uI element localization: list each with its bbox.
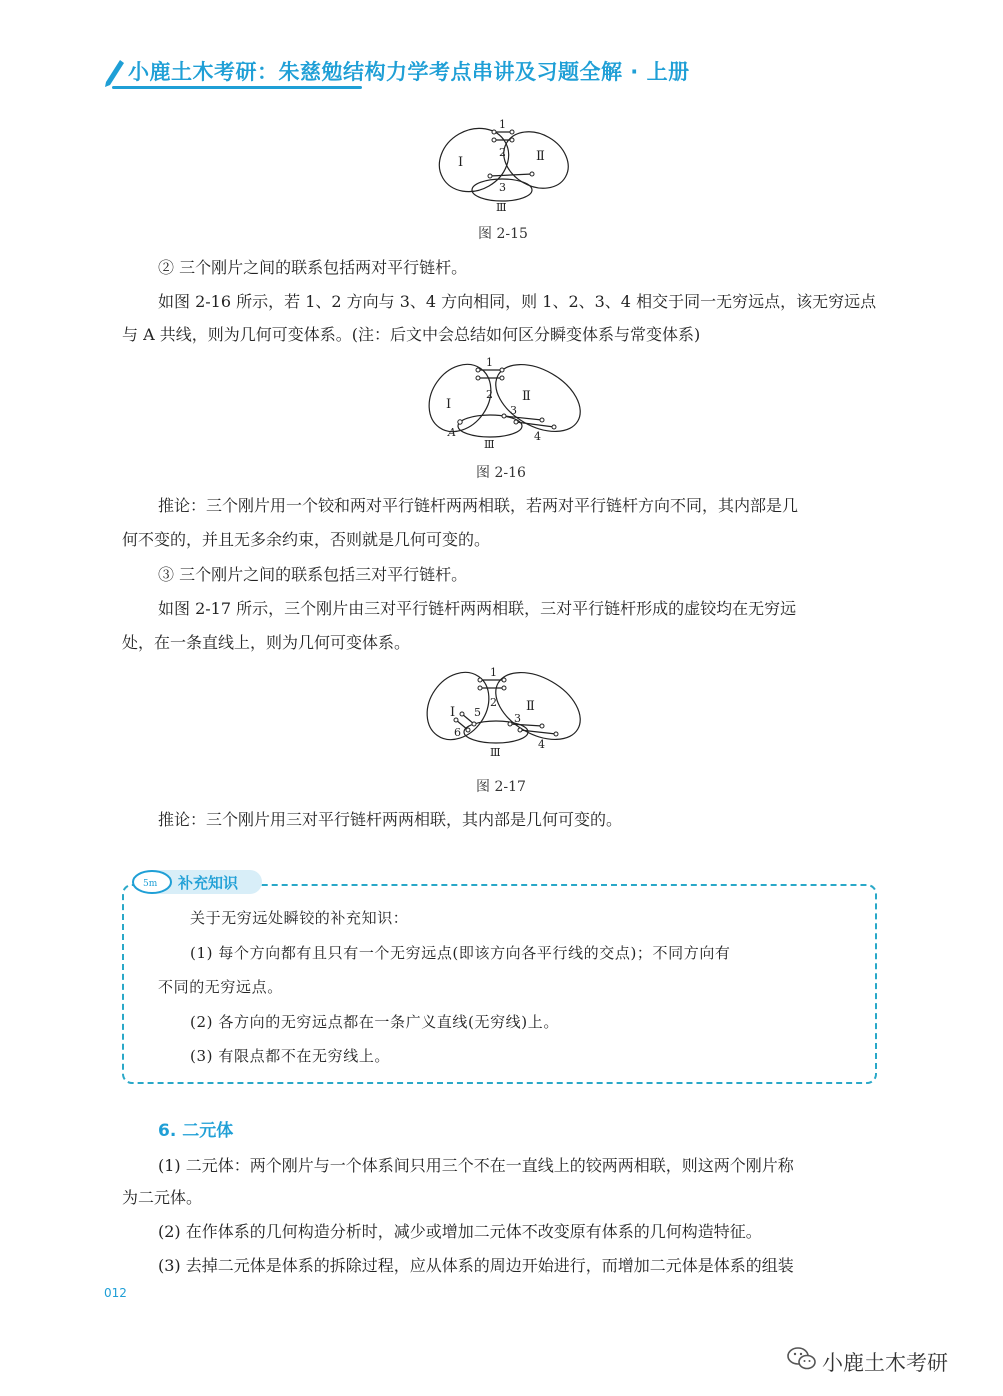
supplement-line-0: 关于无穷远处瞬铰的补充知识： — [190, 909, 409, 927]
fig216-label-III: Ⅲ — [484, 438, 495, 451]
supplement-line-2: 不同的无穷远点。 — [158, 978, 283, 996]
fig215-label-2: 2 — [499, 146, 506, 159]
caption-2-15: 图 2-15 — [478, 226, 528, 242]
section6-line-2: (2) 在作体系的几何构造分析时，减少或增加二元体不改变原有体系的几何构造特征。 — [158, 1222, 762, 1241]
header-underline — [112, 86, 362, 89]
fig215-label-III: Ⅲ — [496, 201, 507, 214]
corollary-2: 推论：三个刚片用三对平行链杆两两相联，其内部是几何可变的。 — [158, 810, 623, 829]
caption-2-17: 图 2-17 — [476, 779, 526, 795]
caption-2-16: 图 2-16 — [476, 465, 526, 481]
fig216-label-1: 1 — [486, 356, 493, 369]
fig217-label-1: 1 — [490, 666, 497, 679]
corollary-1-line2: 何不变的，并且无多余约束，否则就是几何可变的。 — [122, 530, 491, 549]
supplement-badge-text: 5m — [143, 879, 158, 889]
pen-icon — [102, 58, 126, 88]
fig216-label-II: Ⅱ — [522, 389, 531, 404]
fig215-label-1: 1 — [499, 118, 506, 131]
fig216-label-3: 3 — [510, 404, 517, 417]
fig216-label-A: A — [448, 426, 456, 439]
fig215-label-II: Ⅱ — [536, 149, 545, 164]
stopwatch-icon — [130, 868, 174, 896]
fig216-label-I: Ⅰ — [446, 397, 452, 412]
supplement-title: 补充知识 — [178, 874, 239, 892]
paragraph-2b-line2: 与 A 共线，则为几何可变体系。(注：后文中会总结如何区分瞬变体系与常变体系) — [122, 325, 701, 344]
paragraph-2b-line1: 如图 2-16 所示，若 1、2 方向与 3、4 方向相同，则 1、2、3、4 相交于同一无穷远点，该无穷远点 — [158, 292, 877, 311]
figure-2-17 — [418, 664, 588, 764]
paragraph-2a: ② 三个刚片之间的联系包括两对平行链杆。 — [158, 258, 468, 277]
figure-2-16 — [420, 356, 590, 456]
fig217-label-2: 2 — [490, 696, 497, 709]
section6-line-3: (3) 去掉二元体是体系的拆除过程，应从体系的周边开始进行，而增加二元体是体系的组装 — [158, 1256, 794, 1275]
corollary-1-line1: 推论：三个刚片用一个铰和两对平行链杆两两相联，若两对平行链杆方向不同，其内部是几 — [158, 496, 799, 515]
running-header — [102, 52, 722, 92]
section6-line-0: (1) 二元体：两个刚片与一个体系间只用三个不在一直线上的铰两两相联，则这两个刚片称 — [158, 1156, 794, 1175]
fig216-label-2: 2 — [486, 388, 493, 401]
book-title: 小鹿土木考研：朱慈勉结构力学考点串讲及习题全解 · 上册 — [128, 60, 690, 84]
fig217-label-II: Ⅱ — [526, 699, 535, 714]
fig217-label-4: 4 — [538, 738, 545, 751]
paragraph-3b-line1: 如图 2-17 所示，三个刚片由三对平行链杆两两相联，三对平行链杆形成的虚铰均在无穷远 — [158, 599, 797, 618]
supplement-line-1: (1) 每个方向都有且只有一个无穷远点(即该方向各平行线的交点)；不同方向有 — [190, 944, 731, 962]
wechat-icon — [786, 1345, 818, 1373]
fig215-label-3: 3 — [499, 181, 506, 194]
fig217-label-5: 5 — [474, 706, 481, 719]
fig217-label-III: Ⅲ — [490, 746, 501, 759]
section6-line-1: 为二元体。 — [122, 1188, 203, 1207]
fig216-label-4: 4 — [534, 430, 541, 443]
fig215-label-I: Ⅰ — [458, 155, 464, 170]
paragraph-3b-line2: 处，在一条直线上，则为几何可变体系。 — [122, 633, 411, 652]
page-number: 012 — [104, 1286, 127, 1300]
paragraph-3a: ③ 三个刚片之间的联系包括三对平行链杆。 — [158, 565, 468, 584]
fig217-label-I: Ⅰ — [450, 705, 456, 720]
watermark-text: 小鹿土木考研 — [822, 1351, 948, 1375]
figure-2-15 — [432, 118, 572, 218]
supplement-tab — [130, 868, 262, 896]
supplement-line-4: (3) 有限点都不在无穷线上。 — [190, 1047, 391, 1065]
section-heading-6: 6. 二元体 — [158, 1121, 234, 1141]
fig217-label-3: 3 — [514, 712, 521, 725]
supplement-line-3: (2) 各方向的无穷远点都在一条广义直线(无穷线)上。 — [190, 1013, 559, 1031]
fig217-label-6: 6 — [454, 726, 461, 739]
